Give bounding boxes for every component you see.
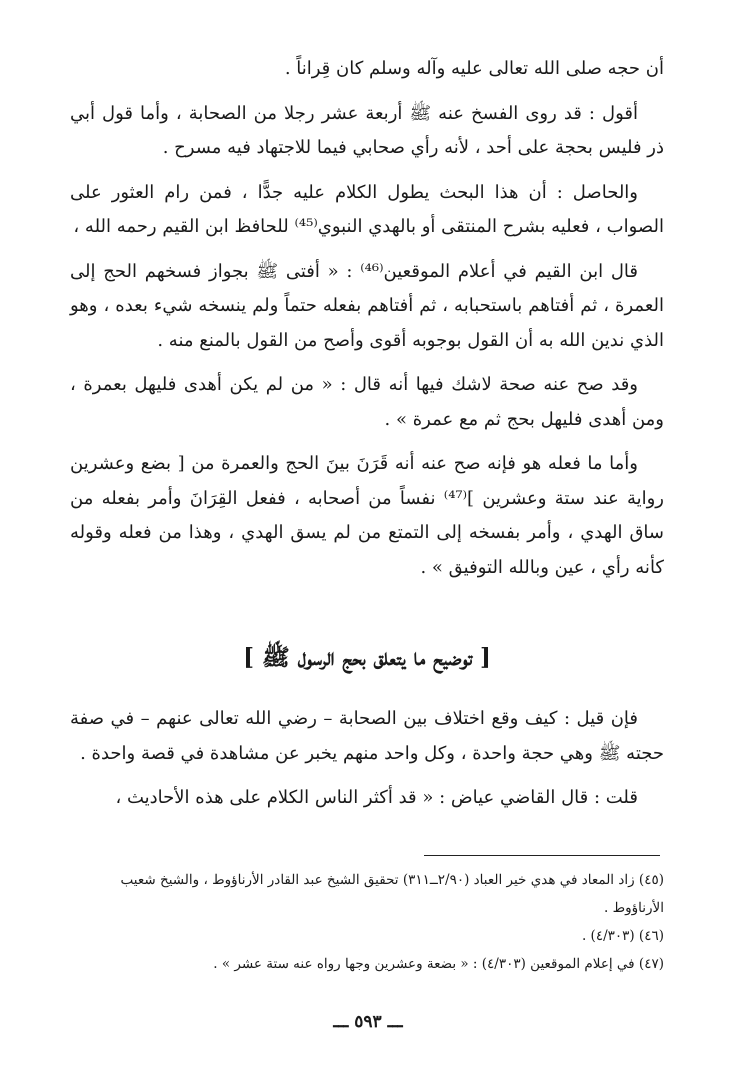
footnote-45: (٤٥) زاد المعاد في هدي خير العباد (٢/٩٠ــ٣١١) تحقيق الشيخ عبد القادر الأرناؤوط ، والشيخ شعيب الأرناؤوط . [120,872,664,916]
paragraph-4: قال ابن القيم في أعلام الموقعين⁽⁴⁶⁾ : « أفتى ﷺ بجواز فسخهم الحج إلى العمرة ، ثم أفتاهم باستحبابه ، ثم أفتاهم بفعله حتماً ولم ينسخه شيء بعده ، وهو الذي ندين الله به أن القول بوجوبه أقوى وأصح من القول بالمنع منه . [70,260,664,351]
footnote-divider [424,855,660,856]
paragraph-5: وقد صح عنه صحة لاشك فيها أنه قال : « من لم يكن أهدى فليهل بعمرة ، ومن أهدى فليهل بحج ثم مع عمرة » . [70,374,664,430]
main-text-continued [70,702,664,826]
section-heading: [ توضيح ما يتعلق بحج الرسول ﷺ ] [243,644,491,671]
page-number: ـــ ٥٩٣ ـــ [333,1012,403,1032]
main-text [70,52,664,595]
paragraph-1: أن حجه صلى الله تعالى عليه وآله وسلم كان قِراناً . [284,58,664,79]
paragraph-6: وأما ما فعله هو فإنه صح عنه أنه قَرَنَ بينَ الحج والعمرة من [ بضع وعشرين رواية عند ستة وعشرين ]⁽⁴⁷⁾ نفساً من أصحابه ، ففعل القِرَانَ وأمر بفعله من ساق الهدي ، وأمر بفسخه إلى التمتع من لم يسق الهدي ، وهذا من فعله وقوله كأنه رأي ، عين وبالله التوفيق » . [70,453,664,578]
paragraph-2: أقول : قد روى الفسخ عنه ﷺ أربعة عشر رجلا من الصحابة ، وأما قول أبي ذر فليس بحجة على أحد ، لأنه رأي صحابي فيما للاجتهاد فيه مسرح . [70,102,664,158]
footnote-46: (٤٦) (٤/٣٠٣) . [581,928,664,944]
footnotes [70,866,664,978]
paragraph-3: والحاصل : أن هذا البحث يطول الكلام عليه جدًّا ، فمن رام العثور على الصواب ، فعليه بشرح المنتقى أو بالهدي النبوي⁽⁴⁵⁾ للحافظ ابن القيم رحمه الله ، [70,181,664,237]
paragraph-8: قلت : قال القاضي عياض : « قد أكثر الناس الكلام على هذه الأحاديث ، [115,787,638,808]
footnote-47: (٤٧) في إعلام الموقعين (٤/٣٠٣) : « بضعة وعشرين وجها رواه عنه ستة عشر » . [213,956,664,972]
paragraph-7: فإن قيل : كيف وقع اختلاف بين الصحابة – رضي الله تعالى عنهم – في صفة حجته ﷺ وهي حجة واحدة ، وكل واحد منهم يخبر عن مشاهدة في قصة واحدة . [70,708,664,764]
